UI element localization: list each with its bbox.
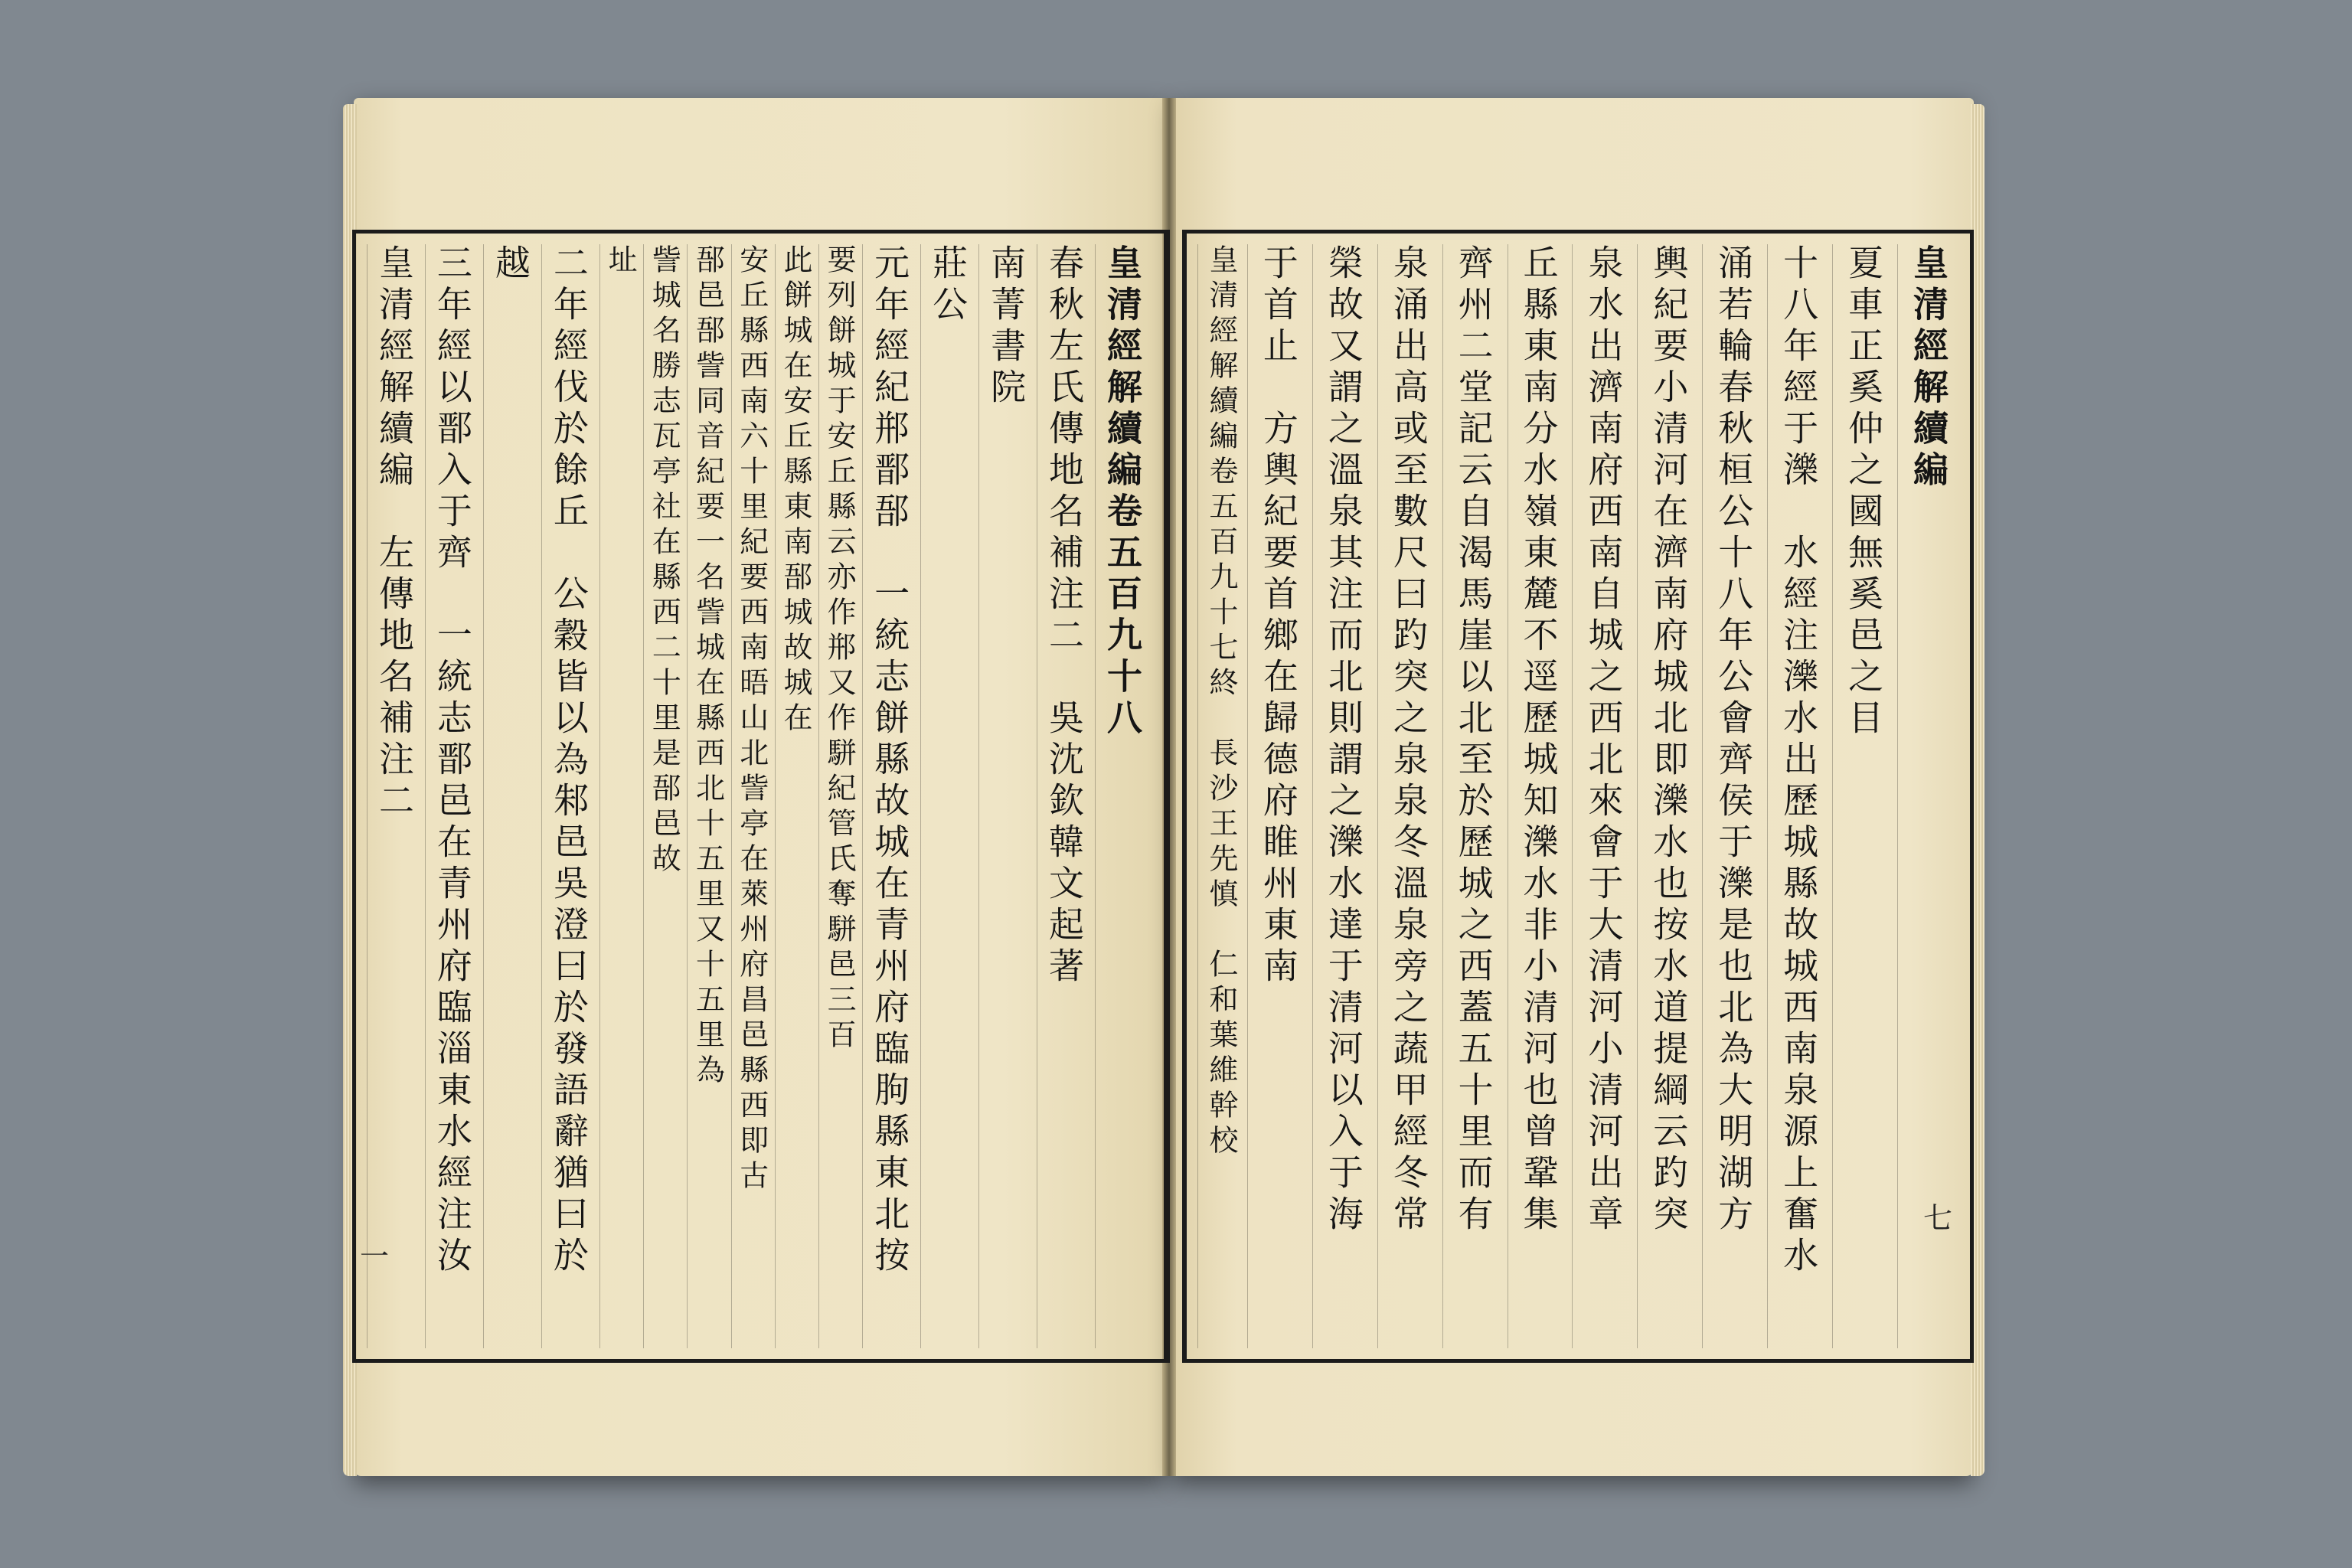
text-column: 丘縣東南分水嶺東麓不逕歷城知濼水非小清河也曾鞏集: [1508, 244, 1570, 1348]
right-text-frame: [1182, 230, 1974, 1363]
text-column: 夏車正奚仲之國無奚邑之目: [1832, 244, 1894, 1348]
text-column: 二年經伐於餘丘 公穀皆以為邾邑吳澄曰於發語辭猶曰於: [541, 244, 599, 1348]
text-column: 十八年經于濼 水經注濼水出歷城縣故城西南泉源上奮水: [1767, 244, 1829, 1348]
text-column: 春秋左氏傳地名補注二 吳沈欽韓文起著: [1037, 244, 1095, 1348]
text-column: 此餅城在安丘縣東南郚城故城在: [775, 244, 818, 1348]
text-column: 皇清經解續編卷五百九十七終 長沙王先慎 仁和葉維幹校: [1197, 244, 1244, 1348]
margin-header: 皇清經解續編 左傳地名補注二: [367, 244, 425, 1348]
page-number: 七: [1923, 1201, 1953, 1235]
text-column: 郚邑郚訾同音紀要一名訾城在縣西北十五里又十五里為: [687, 244, 730, 1348]
text-column: 安丘縣西南六十里紀要西南晤山北訾亭在萊州府昌邑縣西即古: [731, 244, 775, 1348]
text-column: 要列餅城于安丘縣云亦作郱又作駢紀管氏奪駢邑三百: [818, 244, 862, 1348]
text-column: 泉水出濟南府西南自城之西北來會于大清河小清河出章: [1572, 244, 1634, 1348]
text-column: 越: [483, 244, 541, 1348]
text-column: 訾城名勝志瓦亭社在縣西二十里是郚邑故: [643, 244, 687, 1348]
text-column: 址: [599, 244, 643, 1348]
text-column: 泉涌出高或至數尺曰趵突之泉泉冬溫泉旁之蔬甲經冬常: [1377, 244, 1439, 1348]
text-column: 元年經紀郱鄑郚 一統志餅縣故城在青州府臨朐縣東北按: [862, 244, 920, 1348]
text-column: 于首止 方輿紀要首鄉在歸德府睢州東南: [1247, 244, 1309, 1348]
left-text-frame: [352, 230, 1170, 1363]
text-column: 三年經以鄑入于齊 一統志鄑邑在青州府臨淄東水經注汝: [425, 244, 483, 1348]
text-column: 莊公: [920, 244, 978, 1348]
text-column: 皇清經解續編卷五百九十八: [1095, 244, 1153, 1348]
text-column: 南菁書院: [978, 244, 1037, 1348]
text-column: 涌若輪春秋桓公十八年公會齊侯于濼是也北為大明湖方: [1702, 244, 1764, 1348]
page-number: 一: [360, 1240, 390, 1273]
text-column: 齊州二堂記云自渴馬崖以北至於歷城之西蓋五十里而有: [1442, 244, 1504, 1348]
margin-header: 皇清經解續編: [1897, 244, 1959, 1348]
text-column: 輿紀要小清河在濟南府城北即濼水也按水道提綱云趵突: [1637, 244, 1699, 1348]
text-column: 榮故又謂之溫泉其注而北則謂之濼水達于清河以入于海: [1312, 244, 1374, 1348]
